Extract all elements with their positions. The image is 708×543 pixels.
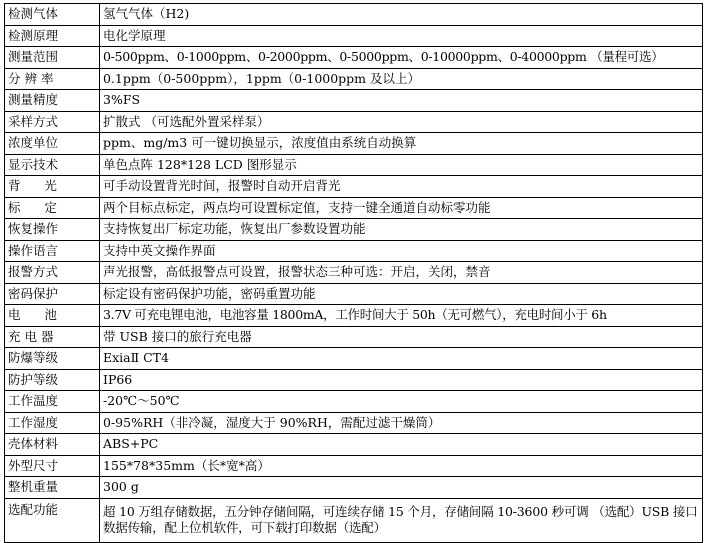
row-value: -20℃～50℃: [100, 391, 703, 413]
row-label: 壳体材料: [5, 434, 100, 456]
row-value: 标定设有密码保护功能，密码重置功能: [100, 283, 703, 305]
row-value: 300 g: [100, 477, 703, 499]
row-value: 0-500ppm、0-1000ppm、0-2000ppm、0-5000ppm、0-10000ppm、0-40000ppm （量程可选）: [100, 47, 703, 69]
row-label: 分 辨 率: [5, 68, 100, 90]
row-value: 0.1ppm（0-500ppm），1ppm（0-1000ppm 及以上）: [100, 68, 703, 90]
row-value: ppm、mg/m3 可一键切换显示，浓度值由系统自动换算: [100, 133, 703, 155]
table-row: [5, 197, 703, 219]
table-row: [5, 154, 703, 176]
table-row: [5, 219, 703, 241]
row-value: 声光报警，高低报警点可设置，报警状态三种可选：开启，关闭，禁音: [100, 262, 703, 284]
row-value: 电化学原理: [100, 25, 703, 47]
row-value: 可手动设置背光时间，报警时自动开启背光: [100, 176, 703, 198]
row-value: 单色点阵 128*128 LCD 图形显示: [100, 154, 703, 176]
table-row: [5, 283, 703, 305]
row-value: 3%FS: [100, 90, 703, 112]
table-row: [5, 176, 703, 198]
row-value: 155*78*35mm（长*宽*高）: [100, 455, 703, 477]
table-row: [5, 477, 703, 499]
spec-table: [4, 3, 703, 543]
row-label: 电 池: [5, 305, 100, 327]
row-value: IP66: [100, 369, 703, 391]
row-label: 防护等级: [5, 369, 100, 391]
table-row: [5, 25, 703, 47]
table-row: [5, 240, 703, 262]
row-label: 外型尺寸: [5, 455, 100, 477]
row-label: 防爆等级: [5, 348, 100, 370]
row-value: 0-95%RH（非冷凝，湿度大于 90%RH，需配过滤干燥筒）: [100, 412, 703, 434]
table-row: [5, 391, 703, 413]
row-label: 工作湿度: [5, 412, 100, 434]
row-label: 检测原理: [5, 25, 100, 47]
table-row: [5, 348, 703, 370]
row-label: 工作温度: [5, 391, 100, 413]
row-value: 3.7V 可充电锂电池，电池容量 1800mA，工作时间大于 50h（无可燃气），充电时间小于 6h: [100, 305, 703, 327]
table-row: [5, 326, 703, 348]
row-label: 充 电 器: [5, 326, 100, 348]
row-value: 氢气气体（H2): [100, 4, 703, 26]
row-label: 整机重量: [5, 477, 100, 499]
row-label: 密码保护: [5, 283, 100, 305]
row-value: ABS+PC: [100, 434, 703, 456]
row-label: 标 定: [5, 197, 100, 219]
row-value: 扩散式 （可选配外置采样泵）: [100, 111, 703, 133]
table-row: [5, 111, 703, 133]
table-row: [5, 68, 703, 90]
row-value: ExiaⅡ CT4: [100, 348, 703, 370]
row-value: 支持中英文操作界面: [100, 240, 703, 262]
table-row: [5, 498, 703, 542]
table-row: [5, 434, 703, 456]
row-value: 支持恢复出厂标定功能，恢复出厂参数设置功能: [100, 219, 703, 241]
row-label: 采样方式: [5, 111, 100, 133]
row-label: 检测气体: [5, 4, 100, 26]
row-label: 浓度单位: [5, 133, 100, 155]
row-value: 超 10 万组存储数据，五分钟存储间隔，可连续存储 15 个月，存储间隔 10-3600 秒可调 （选配）USB 接口数据传输，配上位机软件，可下载打印数据（选配）: [100, 498, 703, 542]
table-row: [5, 262, 703, 284]
table-row: [5, 90, 703, 112]
table-row: [5, 455, 703, 477]
row-label: 测量精度: [5, 90, 100, 112]
row-label: 报警方式: [5, 262, 100, 284]
row-label: 操作语言: [5, 240, 100, 262]
table-row: [5, 369, 703, 391]
table-row: [5, 4, 703, 26]
row-value: 带 USB 接口的旅行充电器: [100, 326, 703, 348]
table-row: [5, 47, 703, 69]
row-label: 测量范围: [5, 47, 100, 69]
table-row: [5, 412, 703, 434]
row-label: 显示技术: [5, 154, 100, 176]
row-value: 两个目标点标定，两点均可设置标定值，支持一键全通道自动标零功能: [100, 197, 703, 219]
table-row: [5, 133, 703, 155]
row-label: 恢复操作: [5, 219, 100, 241]
table-row: [5, 305, 703, 327]
row-label: 选配功能: [5, 498, 100, 542]
row-label: 背 光: [5, 176, 100, 198]
